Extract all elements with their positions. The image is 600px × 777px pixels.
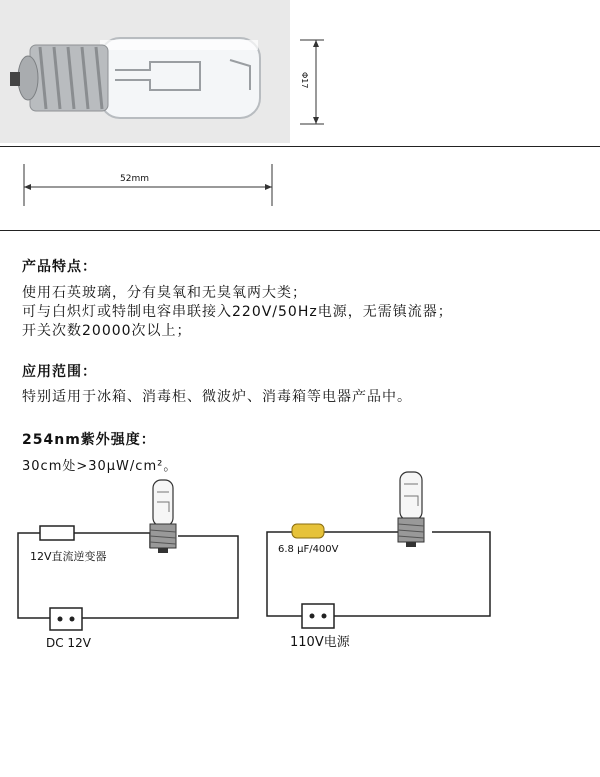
applications-heading: 应用范围： [22, 364, 97, 380]
uv-value: 30cm处>30μW/cm²。 [22, 459, 178, 474]
inverter-label: 12V直流逆变器 [30, 550, 107, 563]
lamp-icon [150, 480, 176, 553]
dc-source-box [50, 608, 82, 630]
circuit-diagram-dc [10, 478, 250, 658]
feature-line: 可与白炽灯或特制电容串联接入220V/50Hz电源，无需镇流器； [22, 304, 453, 320]
dc-source-label: DC 12V [46, 636, 91, 650]
applications-text: 特别适用于冰箱、消毒柜、微波炉、消毒箱等电器产品中。 [22, 389, 412, 405]
divider-top [0, 146, 600, 147]
capacitor-label: 6.8 μF/400V [278, 544, 339, 555]
lamp-photo [0, 0, 290, 143]
feature-line: 开关次数20000次以上； [22, 323, 192, 339]
features-heading: 产品特点： [22, 259, 97, 275]
inverter-box [40, 526, 74, 540]
diameter-label: Φ17 [300, 72, 309, 89]
ac-source-label: 110V电源 [290, 635, 350, 650]
length-dimension-line [20, 160, 280, 210]
length-label: 52mm [120, 174, 149, 184]
diameter-dimension-line [292, 38, 332, 128]
capacitor-icon [292, 524, 324, 538]
uv-lamp-image [0, 0, 290, 143]
uv-heading: 254nm紫外强度： [22, 432, 156, 448]
features-list [22, 284, 453, 341]
feature-line: 使用石英玻璃，分有臭氧和无臭氧两大类； [22, 285, 307, 301]
ac-source-box [302, 604, 334, 628]
lamp-icon [398, 472, 424, 547]
divider-bottom [0, 230, 600, 231]
